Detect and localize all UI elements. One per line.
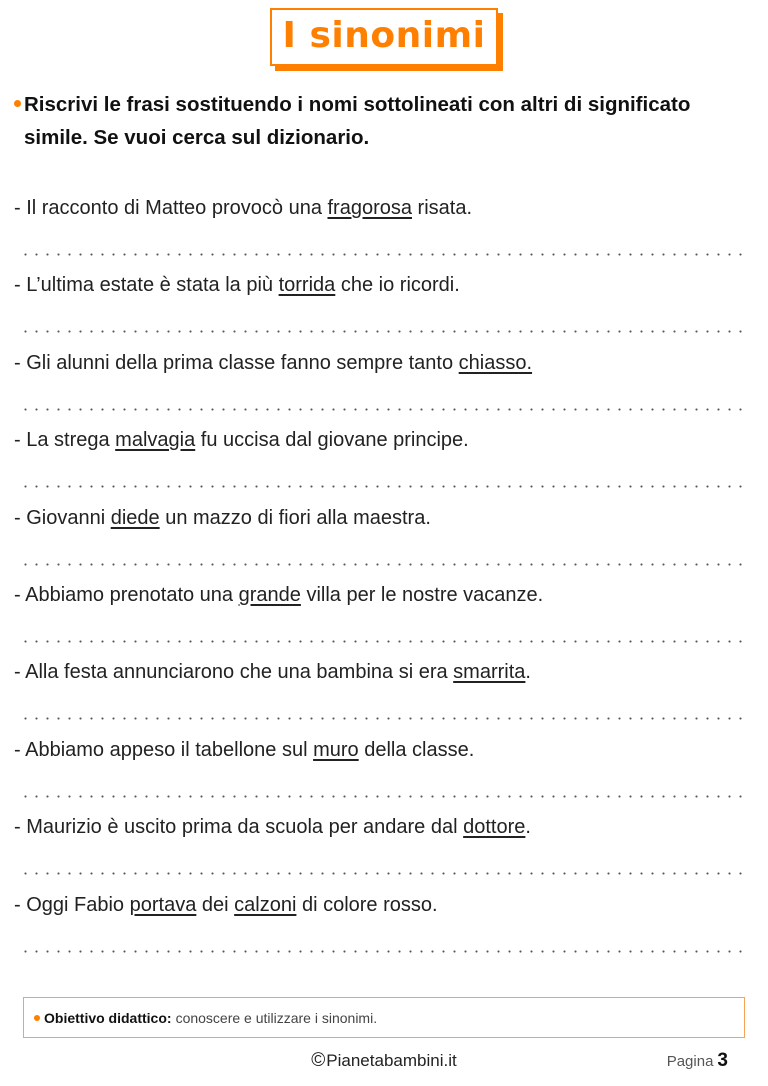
exercise-sentence bbox=[14, 351, 754, 375]
underlined-word: grande bbox=[238, 584, 301, 606]
page-number: 3 bbox=[717, 1050, 728, 1071]
sentence-text: che io ricordi. bbox=[335, 274, 460, 296]
underlined-word: malvagia bbox=[115, 429, 196, 451]
underlined-word: smarrita bbox=[453, 661, 526, 683]
exercise-sentence bbox=[14, 273, 754, 297]
exercise-sentence bbox=[14, 506, 754, 530]
exercise-sentence bbox=[14, 893, 754, 917]
exercise-item bbox=[14, 660, 754, 684]
exercise-item bbox=[14, 273, 754, 297]
sentence-text: - Maurizio è uscito prima da scuola per andare dal bbox=[14, 816, 464, 838]
exercise-sentence bbox=[14, 196, 754, 220]
objective-label: Obiettivo didattico: bbox=[44, 1009, 172, 1026]
sentence-text: - Giovanni bbox=[14, 507, 111, 529]
underlined-word: calzoni bbox=[234, 894, 297, 916]
answer-dotted-line[interactable] bbox=[20, 717, 748, 720]
exercise-sentence bbox=[14, 815, 754, 839]
underlined-word: torrida bbox=[278, 274, 336, 296]
copyright-icon: © bbox=[311, 1050, 326, 1071]
page-title: I sinonimi bbox=[282, 15, 486, 56]
sentence-text: della classe. bbox=[358, 739, 475, 761]
sentence-text: - Oggi Fabio bbox=[14, 894, 130, 916]
answer-dotted-line[interactable] bbox=[20, 408, 748, 411]
sentence-text: un mazzo di fiori alla maestra. bbox=[159, 507, 431, 529]
exercise-item bbox=[14, 506, 754, 530]
answer-dotted-line[interactable] bbox=[20, 485, 748, 488]
sentence-text: di colore rosso. bbox=[296, 894, 438, 916]
sentence-text: - Abbiamo prenotato una bbox=[14, 584, 239, 606]
sentence-text: fu uccisa dal giovane principe. bbox=[195, 429, 469, 451]
sentence-text: - La strega bbox=[14, 429, 116, 451]
exercise-sentence bbox=[14, 583, 754, 607]
exercise-item bbox=[14, 893, 754, 917]
sentence-text: . bbox=[525, 816, 531, 838]
instruction-text: Riscrivi le frasi sostituendo i nomi sottolineati con altri di significato simile. Se vuoi cerca sul dizionario. bbox=[24, 93, 691, 149]
exercise-item bbox=[14, 351, 754, 375]
sentence-text: - Il racconto di Matteo provocò una bbox=[14, 197, 328, 219]
sentence-text: - Abbiamo appeso il tabellone sul bbox=[14, 739, 314, 761]
underlined-word: dottore bbox=[463, 816, 526, 838]
exercise-sentence bbox=[14, 738, 754, 762]
answer-dotted-line[interactable] bbox=[20, 640, 748, 643]
title-banner bbox=[270, 8, 498, 66]
objective-box bbox=[23, 997, 745, 1038]
sentence-text: - L’ultima estate è stata la più bbox=[14, 274, 279, 296]
answer-dotted-line[interactable] bbox=[20, 872, 748, 875]
sentence-text: - Gli alunni della prima classe fanno sempre tanto bbox=[14, 352, 459, 374]
brand-name: Pianetabambini.it bbox=[326, 1051, 457, 1070]
sentence-text: risata. bbox=[412, 197, 473, 219]
exercise-item bbox=[14, 738, 754, 762]
exercise-sentence bbox=[14, 428, 754, 452]
exercise-sentence bbox=[14, 660, 754, 684]
sentence-text: . bbox=[525, 661, 531, 683]
answer-dotted-line[interactable] bbox=[20, 330, 748, 333]
footer-brand bbox=[0, 1050, 768, 1072]
sentence-text: dei bbox=[196, 894, 235, 916]
instruction bbox=[10, 88, 755, 154]
bullet-icon bbox=[34, 1015, 40, 1021]
exercise-item bbox=[14, 815, 754, 839]
objective-text: conoscere e utilizzare i sinonimi. bbox=[175, 1009, 378, 1026]
answer-dotted-line[interactable] bbox=[20, 563, 748, 566]
page-label: Pagina bbox=[666, 1053, 714, 1070]
answer-dotted-line[interactable] bbox=[20, 950, 748, 953]
exercise-item bbox=[14, 196, 754, 220]
answer-dotted-line[interactable] bbox=[20, 795, 748, 798]
answer-dotted-line[interactable] bbox=[20, 253, 748, 256]
underlined-word: diede bbox=[110, 507, 160, 529]
title-box bbox=[270, 8, 498, 66]
underlined-word: portava bbox=[129, 894, 197, 916]
sentence-text: villa per le nostre vacanze. bbox=[300, 584, 544, 606]
underlined-word: muro bbox=[313, 739, 359, 761]
underlined-word: fragorosa bbox=[327, 197, 412, 219]
underlined-word: chiasso. bbox=[458, 352, 533, 374]
exercise-item bbox=[14, 583, 754, 607]
sentence-text: - Alla festa annunciarono che una bambina si era bbox=[14, 661, 454, 683]
bullet-icon bbox=[14, 100, 21, 107]
exercise-item bbox=[14, 428, 754, 452]
page-indicator bbox=[667, 1050, 728, 1072]
